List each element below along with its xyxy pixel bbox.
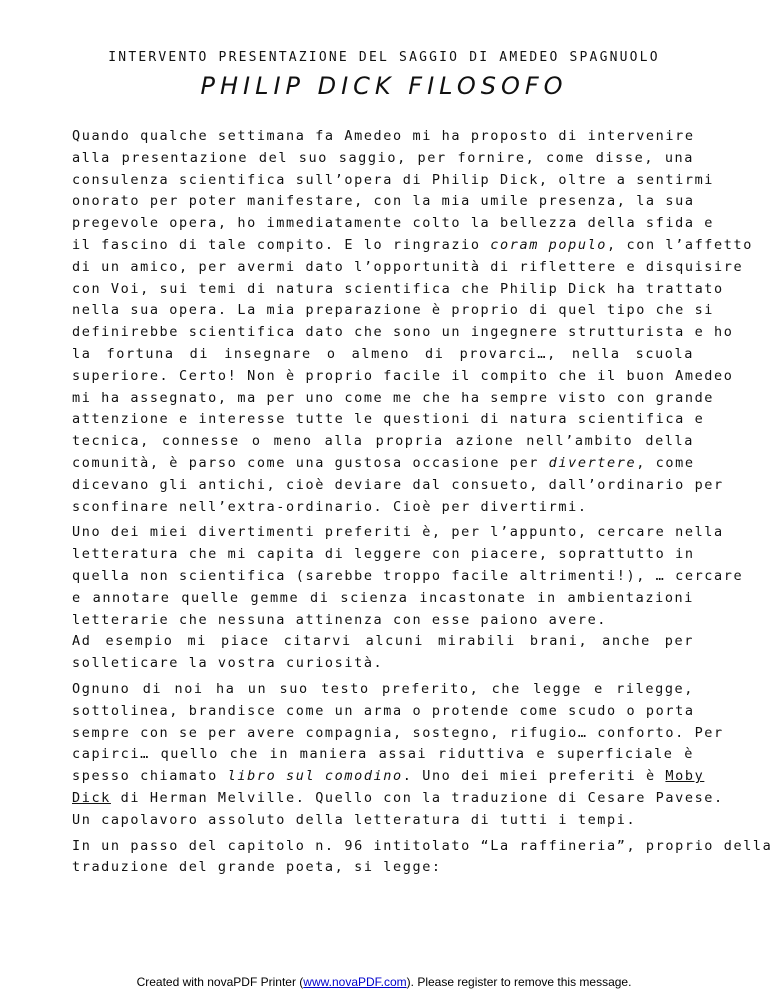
- paragraph-3: [72, 679, 724, 832]
- paragraph-2: [72, 522, 744, 675]
- text-line: Quando qualche settimana fa Amedeo mi ha proposto di intervenire: [72, 128, 695, 144]
- text-line: di un amico, per avermi dato l’opportunità di riflettere e disquisire: [72, 258, 744, 275]
- text-fragment: comunità, è parso come una gustosa occasione per: [72, 454, 549, 471]
- text-line: Ognuno di noi ha un suo testo preferito, che legge e rilegge,: [72, 680, 694, 697]
- underlined-title: Dick: [72, 789, 111, 806]
- text-line: sottolinea, brandisce come un arma o protende come scudo o porta: [72, 702, 695, 719]
- document-title: PHILIP DICK FILOSOFO: [200, 72, 568, 100]
- text-line: pregevole opera, ho immediatamente colto la bellezza della sfida e: [72, 215, 715, 232]
- document-body: [72, 126, 772, 879]
- underlined-title: Moby: [665, 768, 705, 785]
- text-line: quella non scientifica (sarebbe troppo facile altrimenti!), … cercare: [72, 567, 744, 584]
- text-line: la fortuna di insegnare o almeno di provarci…, nella scuola: [72, 345, 694, 362]
- text-line: sempre con se per avere compagnia, sostegno, rifugio… conforto. Per: [72, 724, 724, 741]
- text-fragment: , come: [636, 454, 695, 471]
- text-line: mi ha assegnato, ma per uno come me che ha sempre visto con grande: [72, 389, 715, 406]
- footer-text: Created with novaPDF Printer (: [136, 975, 304, 989]
- text-line: solleticare la vostra curiosità.: [72, 655, 384, 672]
- text-line: definirebbe scientifica dato che sono un ingegnere strutturista e ho: [72, 324, 734, 341]
- footer-text: ). Please register to remove this message.: [406, 975, 632, 989]
- text-line: Ad esempio mi piace citarvi alcuni mirabili brani, anche per: [72, 633, 694, 650]
- text-fragment: , con l’affetto: [607, 236, 753, 253]
- watermark-footer: [0, 975, 768, 989]
- text-line: e annotare quelle gemme di scienza incastonate in ambientazioni: [72, 589, 694, 606]
- text-line: alla presentazione del suo saggio, per fornire, come disse, una: [72, 149, 694, 166]
- text-line: nella sua opera. La mia preparazione è proprio di quel tipo che si: [72, 302, 715, 319]
- text-line: Un capolavoro assoluto della letteratura di tutti i tempi.: [72, 811, 637, 828]
- text-line: [72, 766, 705, 788]
- italic-phrase: coram populo: [490, 236, 608, 253]
- paragraph-1: [72, 126, 753, 518]
- text-fragment: di Herman Melville. Quello con la traduzione di Cesare Pavese.: [110, 789, 724, 806]
- text-fragment: spesso chiamato: [72, 768, 228, 785]
- text-line: dicevano gli antichi, cioè deviare dal consueto, dall’ordinario per: [72, 476, 724, 493]
- text-line: tecnica, connesse o meno alla propria azione nell’ambito della: [72, 433, 694, 450]
- text-line: sconfinare nell’extra-ordinario. Cioè per divertirmi.: [72, 498, 588, 515]
- text-line: superiore. Certo! Non è proprio facile il compito che il buon Amedeo: [72, 367, 734, 384]
- text-line: letterarie che nessuna attinenza con esse paiono avere.: [72, 611, 608, 628]
- document-header: INTERVENTO PRESENTAZIONE DEL SAGGIO DI AMEDEO SPAGNUOLO: [108, 50, 660, 65]
- text-line: attenzione e interesse tutte le questioni di natura scientifica e: [72, 411, 705, 428]
- text-line: traduzione del grande poeta, si legge:: [72, 859, 442, 876]
- text-line: onorato per poter manifestare, con la mia umile presenza, la sua: [72, 193, 695, 210]
- text-line: [72, 453, 694, 475]
- novapdf-link[interactable]: www.novaPDF.com: [303, 975, 407, 989]
- paragraph-4: [72, 836, 772, 880]
- italic-phrase: divertere: [548, 454, 637, 471]
- text-line: capirci… quello che in maniera assai riduttiva e superficiale è: [72, 746, 694, 763]
- text-line: [72, 788, 724, 810]
- italic-phrase: libro sul comodino: [227, 768, 403, 785]
- text-line: consulenza scientifica sull’opera di Philip Dick, oltre a sentirmi: [72, 171, 715, 188]
- text-line: [72, 235, 753, 257]
- text-fragment: . Uno dei miei preferiti è: [402, 768, 666, 785]
- text-line: In un passo del capitolo n. 96 intitolato “La raffineria”, proprio della: [72, 837, 772, 854]
- text-fragment: il fascino di tale compito. E lo ringrazio: [72, 236, 491, 253]
- text-line: con Voi, sui temi di natura scientifica che Philip Dick ha trattato: [72, 280, 724, 297]
- text-line: letteratura che mi capita di leggere con piacere, soprattutto in: [72, 546, 695, 563]
- text-line: Uno dei miei divertimenti preferiti è, per l’appunto, cercare nella: [72, 524, 724, 541]
